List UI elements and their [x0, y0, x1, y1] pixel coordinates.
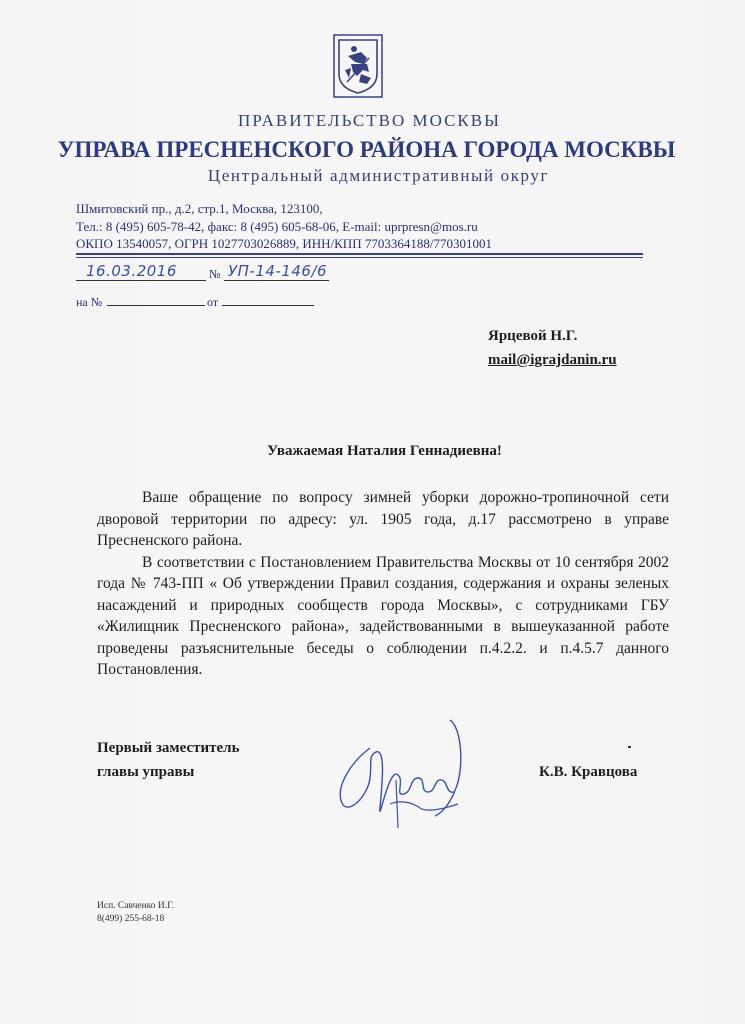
- recipient-name: Ярцевой Н.Г.: [488, 328, 578, 344]
- government-title: ПРАВИТЕЛЬСТВО МОСКВЫ: [238, 111, 501, 130]
- contacts-line: Тел.: 8 (495) 605-78-42, факс: 8 (495) 605-68-06, E-mail: uprpresn@mos.ru: [76, 219, 478, 234]
- district-subtitle: Центральный административный округ: [207, 166, 550, 185]
- date-underline: [76, 280, 206, 281]
- ink-dot: [628, 746, 631, 748]
- outgoing-number: УП-14-146/6: [228, 262, 328, 280]
- reference-date-label: от: [207, 295, 219, 309]
- outgoing-date: 16.03.2016: [86, 262, 177, 280]
- number-underline: [224, 280, 329, 281]
- header-divider-thin: [76, 257, 643, 258]
- moscow-coat-of-arms-icon: [333, 34, 383, 98]
- executor-phone: 8(499) 255-68-18: [97, 914, 165, 924]
- reference-underline: [107, 305, 205, 306]
- letter-body: [97, 487, 669, 681]
- handwritten-signature: [330, 708, 480, 833]
- registry-codes-line: ОКПО 13540057, ОГРН 1027703026889, ИНН/КПП 7703364188/770301001: [76, 236, 492, 251]
- signer-name: К.В. Кравцова: [539, 764, 638, 780]
- address-line: Шмитовский пр., д.2, стр.1, Москва, 123100,: [76, 201, 323, 216]
- salutation: Уважаемая Наталия Геннадиевна!: [267, 443, 502, 459]
- body-paragraph: Ваше обращение по вопросу зимней уборки дорожно-тропиночной сети дворовой территории по адресу: ул. 1905 года, д.17 рассмотрено в управе Пресненского района.: [97, 489, 669, 549]
- signer-title-line: главы управы: [97, 764, 195, 780]
- header-divider: [76, 253, 643, 255]
- executor-name: Исп. Савченко И.Г.: [97, 901, 174, 911]
- organization-title: УПРАВА ПРЕСНЕНСКОГО РАЙОНА ГОРОДА МОСКВЫ: [57, 137, 676, 162]
- reference-label: на №: [76, 295, 103, 309]
- number-label: №: [209, 267, 221, 281]
- signer-title-line: Первый заместитель: [97, 740, 240, 756]
- body-paragraph: В соответствии с Постановлением Правительства Москвы от 10 сентября 2002 года № 743-ПП « Об утверждении Правил создания, содержания и охраны зеленых насаждений и природных сообществ города Москвы», с сотрудниками ГБУ «Жилищник Пресненского района», задействованными в вышеуказанной работе проведены разъяснительные беседы о соблюдении п.4.2.2. и п.4.5.7 данного Постановления.: [97, 553, 669, 678]
- reference-date-underline: [222, 305, 314, 306]
- recipient-email: mail@igrajdanin.ru: [488, 352, 617, 368]
